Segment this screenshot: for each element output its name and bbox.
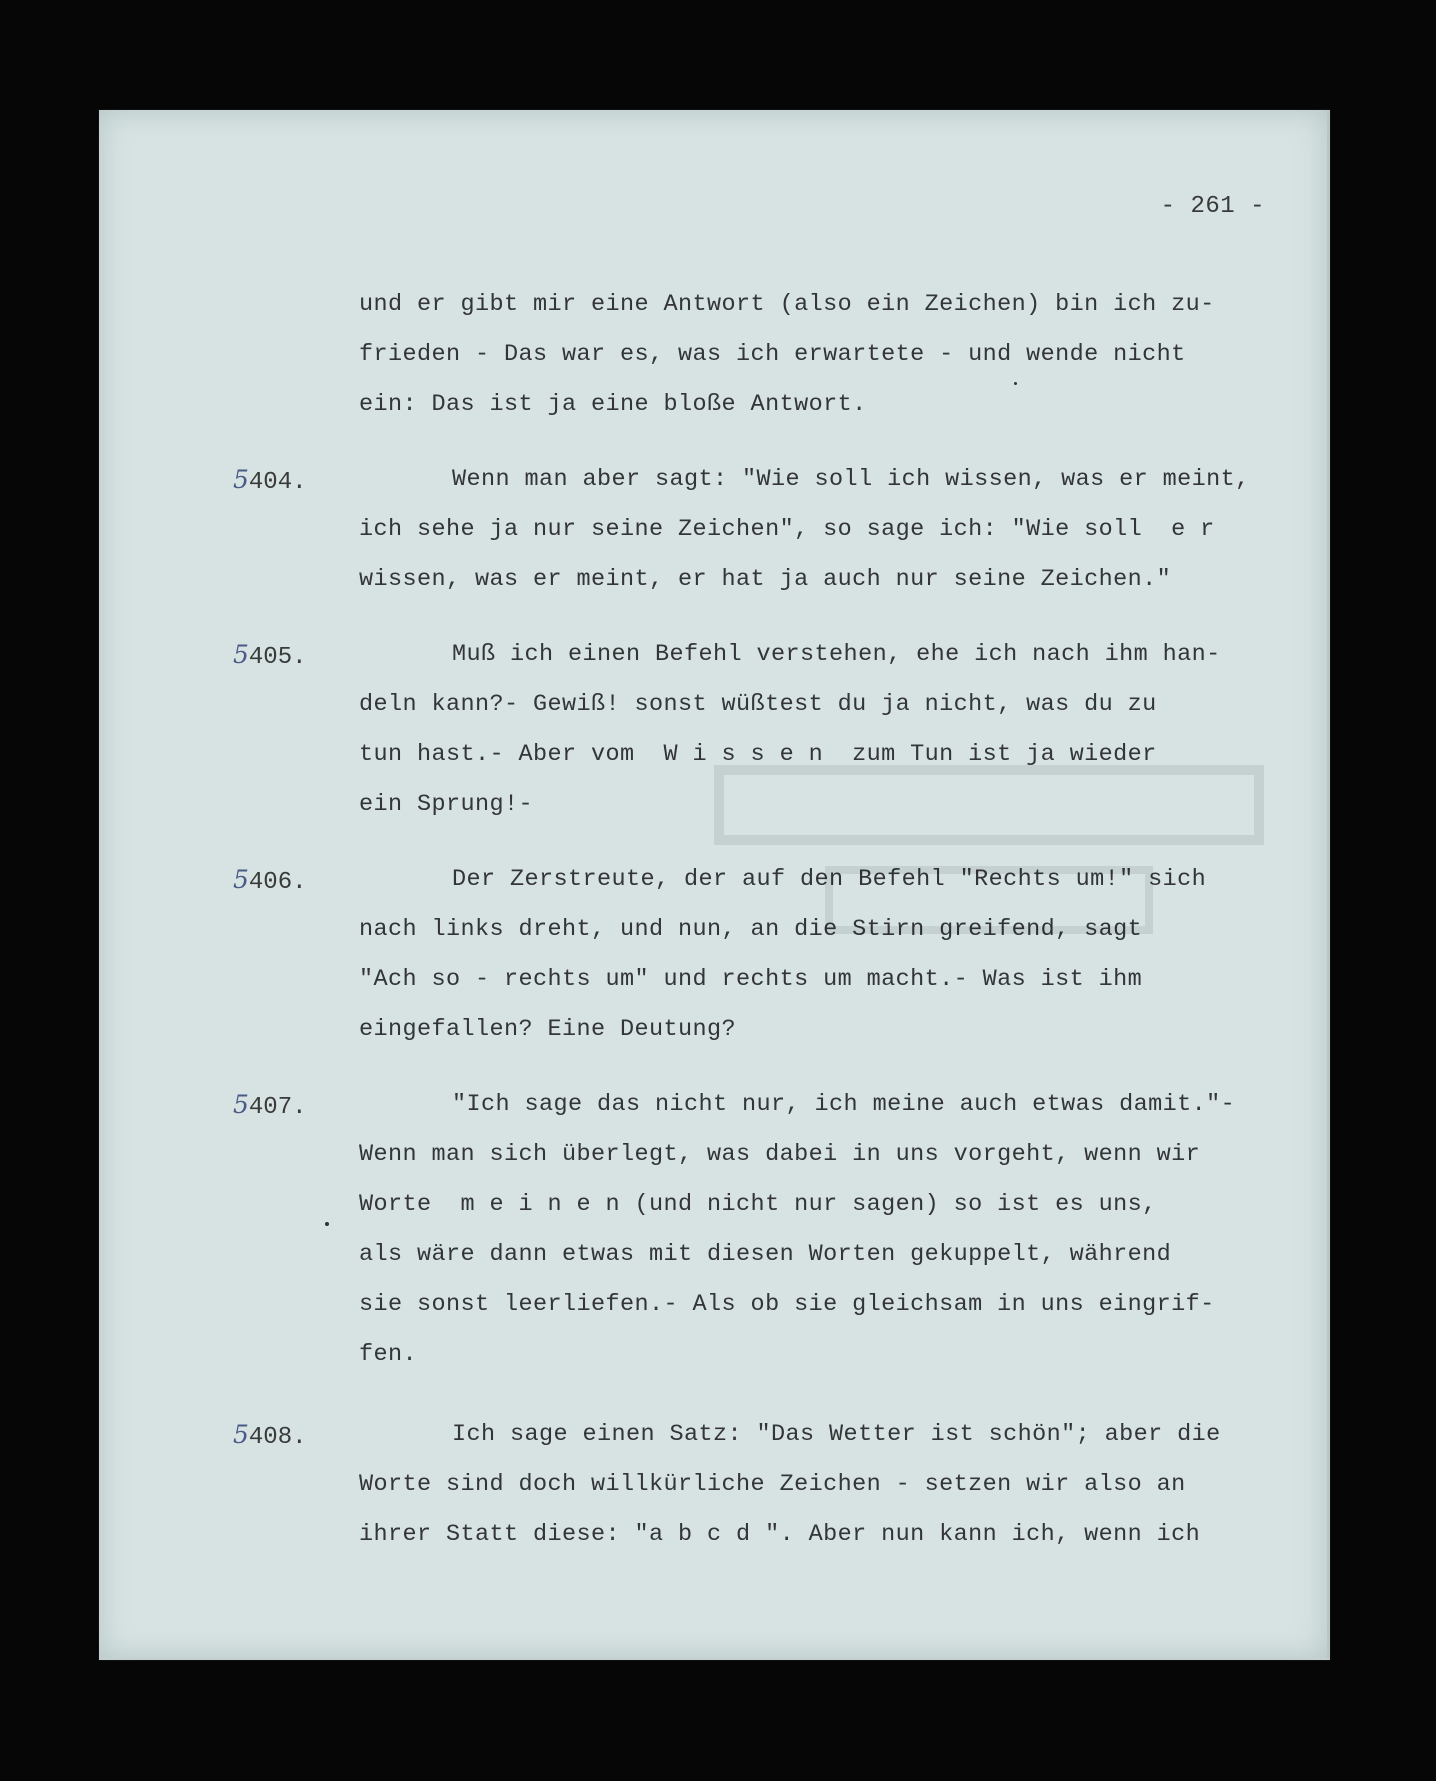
- text-line: nach links dreht, und nun, an die Stirn greifend, sagt: [359, 916, 1143, 943]
- text-line: Worte sind doch willkürliche Zeichen - setzen wir also an: [359, 1471, 1186, 1498]
- text-line: und er gibt mir eine Antwort (also ein Zeichen) bin ich zu-: [359, 291, 1215, 318]
- handwritten-digit: 5: [233, 865, 249, 894]
- remark-number: [233, 640, 307, 670]
- text-line: Wenn man aber sagt: "Wie soll ich wissen, was er meint,: [452, 466, 1250, 493]
- typed-number: 406.: [248, 869, 307, 896]
- ink-dot: [1014, 382, 1017, 385]
- text-line: ich sehe ja nur seine Zeichen", so sage ich: "Wie soll e r: [359, 516, 1215, 543]
- text-line: Wenn man sich überlegt, was dabei in uns vorgeht, wenn wir: [359, 1141, 1201, 1168]
- text-line: ihrer Statt diese: "a b c d ". Aber nun kann ich, wenn ich: [359, 1521, 1201, 1548]
- page-number: - 261 -: [1160, 193, 1265, 220]
- handwritten-digit: 5: [233, 640, 249, 669]
- ink-dot: [325, 1222, 329, 1226]
- remark-number: [233, 1420, 307, 1450]
- text-line: "Ach so - rechts um" und rechts um macht.- Was ist ihm: [359, 966, 1143, 993]
- handwritten-digit: 5: [233, 1090, 249, 1119]
- text-line: ein: Das ist ja eine bloße Antwort.: [359, 391, 867, 418]
- text-line: Ich sage einen Satz: "Das Wetter ist schön"; aber die: [452, 1421, 1221, 1448]
- text-line: sie sonst leerliefen.- Als ob sie gleichsam in uns eingrif-: [359, 1291, 1215, 1318]
- remark-number: [233, 1090, 307, 1120]
- handwritten-digit: 5: [233, 1420, 249, 1449]
- text-line: als wäre dann etwas mit diesen Worten gekuppelt, während: [359, 1241, 1172, 1268]
- typed-number: 404.: [248, 469, 307, 496]
- text-line: frieden - Das war es, was ich erwartete - und wende nicht: [359, 341, 1186, 368]
- text-line: Worte m e i n e n (und nicht nur sagen) so ist es uns,: [359, 1191, 1157, 1218]
- remark-number: [233, 865, 307, 895]
- text-line: wissen, was er meint, er hat ja auch nur seine Zeichen.": [359, 566, 1172, 593]
- typed-number: 407.: [248, 1094, 307, 1121]
- text-line: Der Zerstreute, der auf den Befehl "Rechts um!" sich: [452, 866, 1207, 893]
- text-line: deln kann?- Gewiß! sonst wüßtest du ja nicht, was du zu: [359, 691, 1157, 718]
- remark-number: [233, 465, 307, 495]
- typed-number: 408.: [248, 1424, 307, 1451]
- typed-number: 405.: [248, 644, 307, 671]
- text-line: Muß ich einen Befehl verstehen, ehe ich nach ihm han-: [452, 641, 1221, 668]
- text-line: "Ich sage das nicht nur, ich meine auch etwas damit."-: [452, 1091, 1236, 1118]
- text-line: ein Sprung!-: [359, 791, 534, 818]
- text-line: tun hast.- Aber vom W i s s e n zum Tun ist ja wieder: [359, 741, 1157, 768]
- handwritten-digit: 5: [233, 465, 249, 494]
- text-line: fen.: [359, 1341, 418, 1368]
- text-line: eingefallen? Eine Deutung?: [359, 1016, 737, 1043]
- typescript-page: [99, 110, 1330, 1660]
